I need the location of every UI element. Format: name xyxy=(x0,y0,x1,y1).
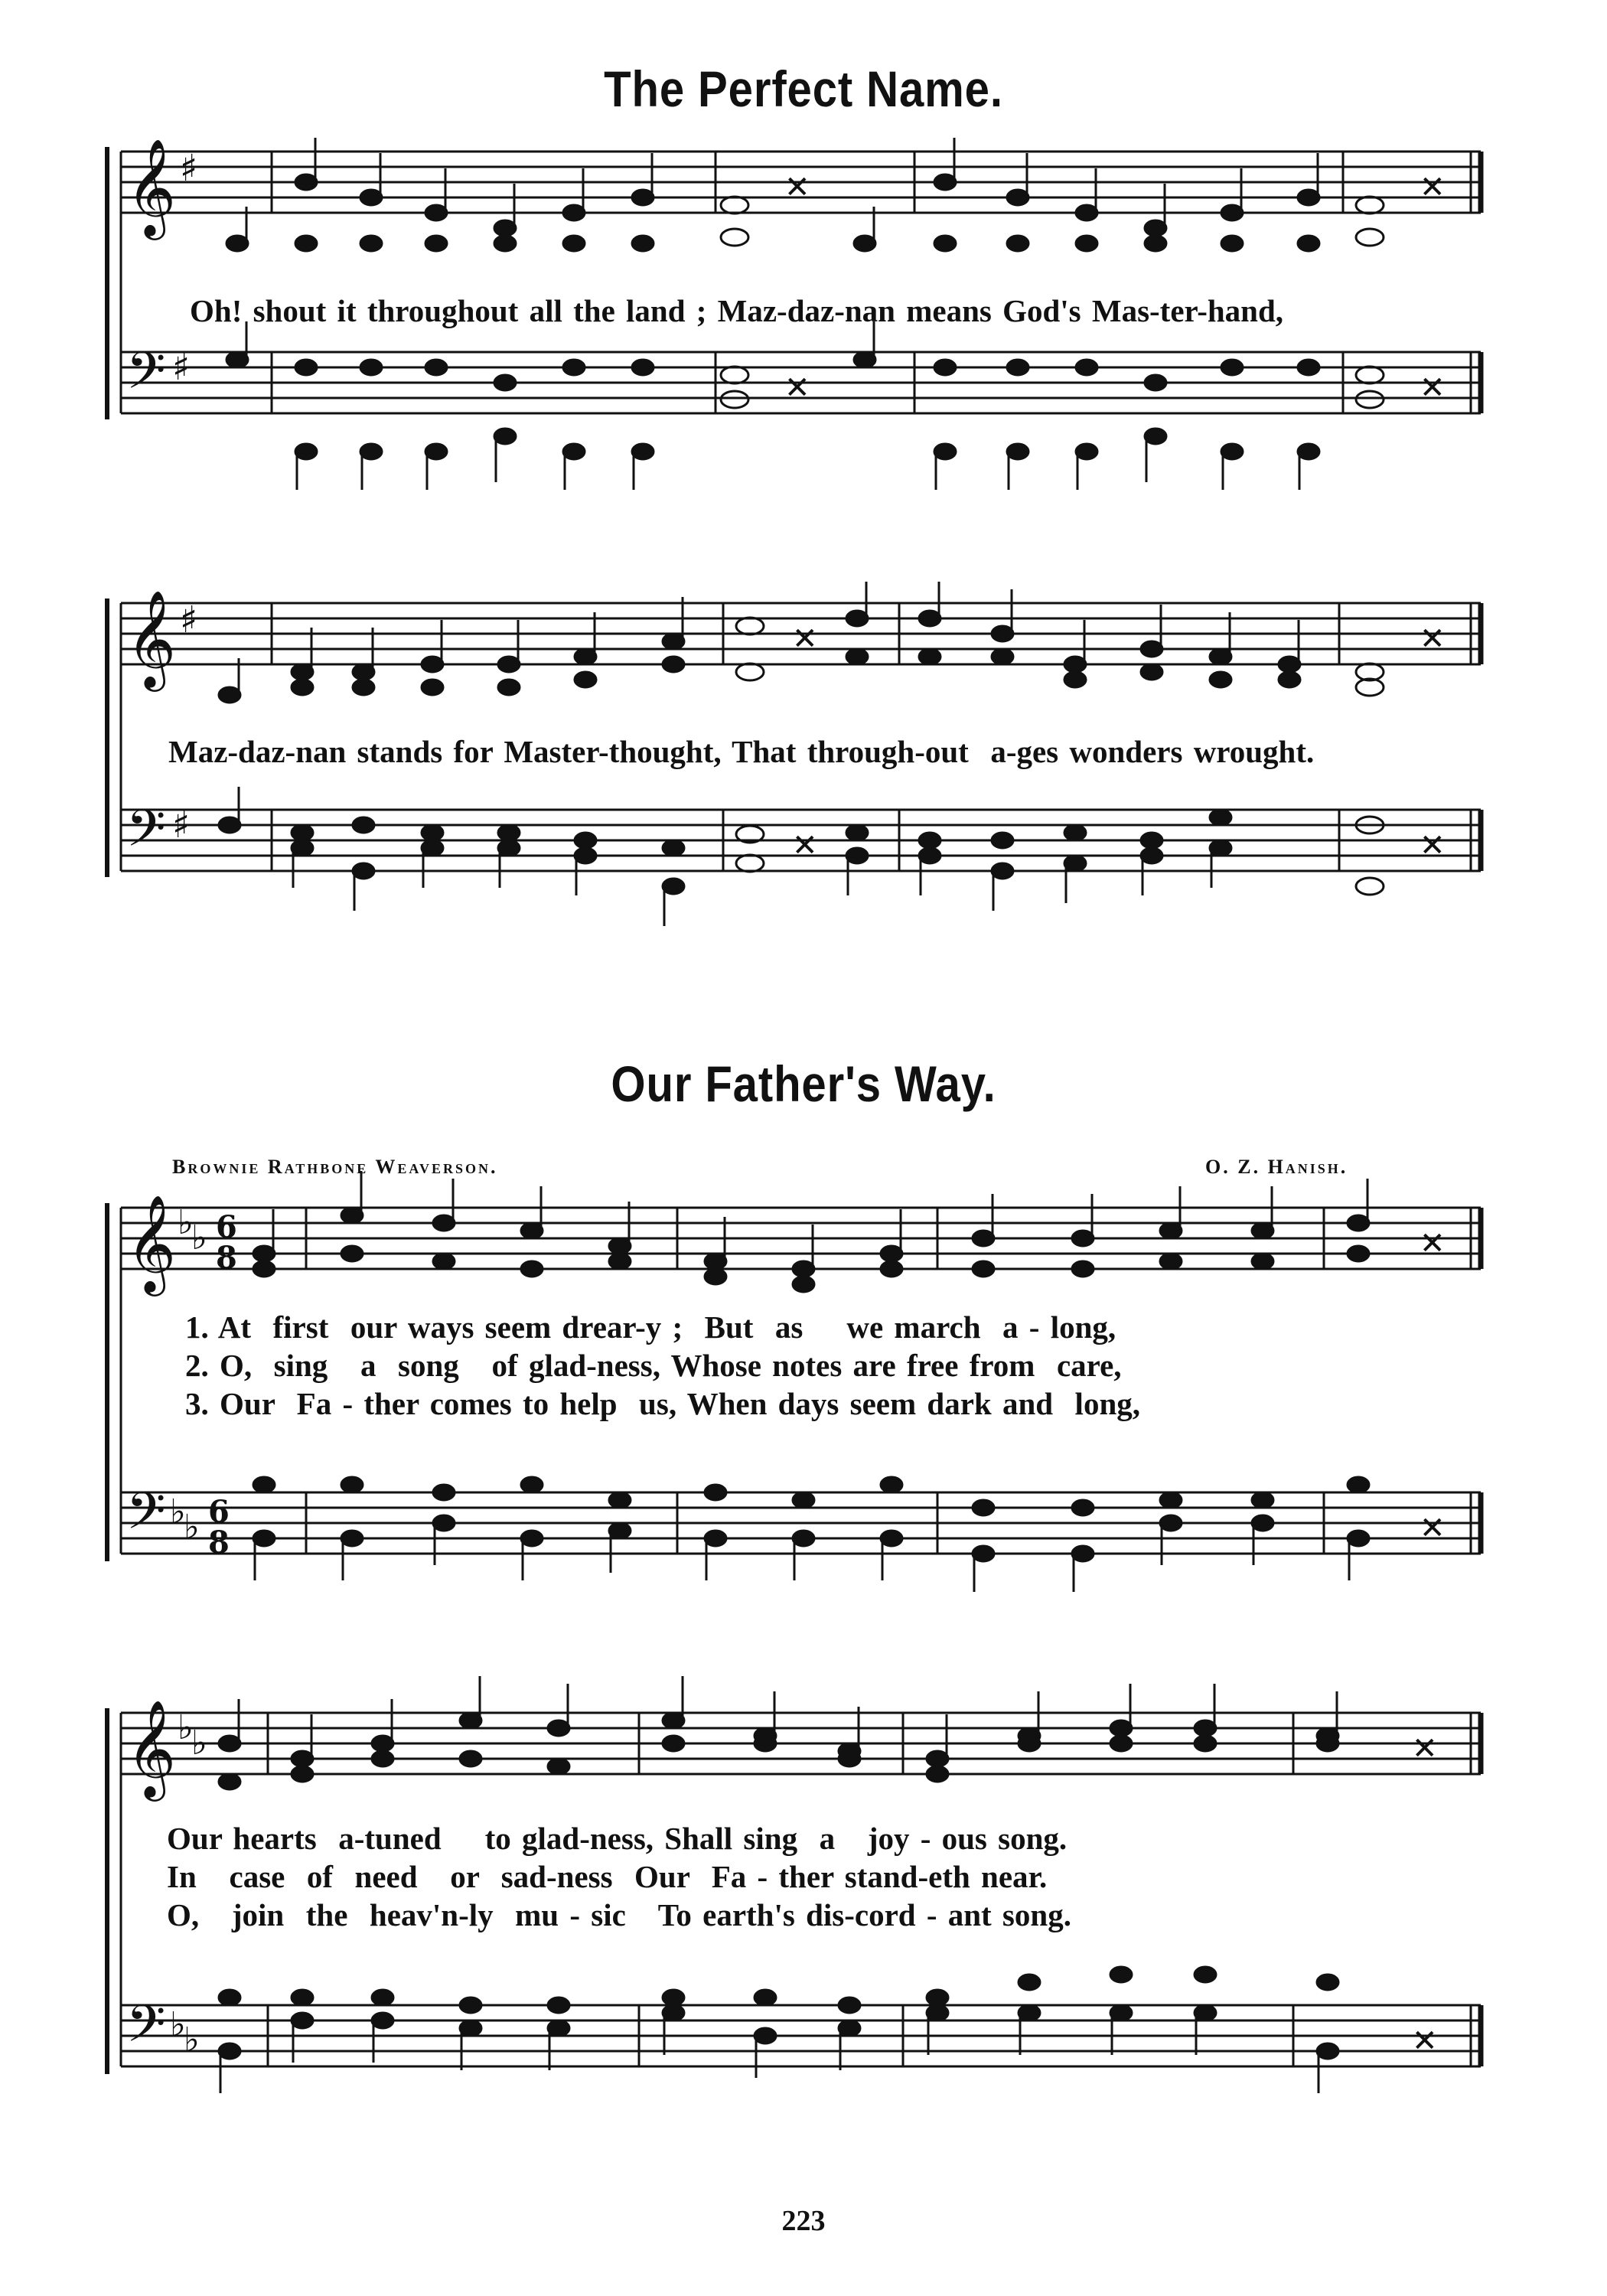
svg-text:✕: ✕ xyxy=(784,170,810,205)
svg-text:𝄢: 𝄢 xyxy=(126,341,166,413)
svg-text:♭: ♭ xyxy=(184,2020,200,2060)
verse-line: 3. Our Fa - ther comes to help us, When days seem dark and long, xyxy=(185,1386,1140,1421)
verse-line: O, join the heav'n-ly mu - sic To earth's dis-cord - ant song. xyxy=(167,1897,1071,1932)
svg-text:𝄞: 𝄞 xyxy=(126,589,177,687)
svg-text:𝄢: 𝄢 xyxy=(126,799,166,870)
svg-text:✕: ✕ xyxy=(1420,370,1446,406)
svg-text:✕: ✕ xyxy=(1420,828,1446,863)
hymn-title-our-fathers-way: Our Father's Way. xyxy=(611,1055,996,1112)
verse-line: 2. O, sing a song of glad-ness, Whose notes are free from care, xyxy=(185,1348,1122,1383)
lyric-line: Maz-daz-nan stands for Master-thought, That through-out a-ges wonders wrought. xyxy=(168,734,1315,769)
svg-text:♭: ♭ xyxy=(191,1724,207,1763)
svg-text:✕: ✕ xyxy=(1412,2024,1438,2059)
svg-text:♯: ♯ xyxy=(180,147,198,190)
svg-text:✕: ✕ xyxy=(1420,170,1446,205)
svg-text:♭: ♭ xyxy=(191,1218,207,1257)
hymn-title-perfect-name: The Perfect Name. xyxy=(604,60,1003,117)
verse-line: Our hearts a-tuned to glad-ness, Shall sing a joy - ous song. xyxy=(167,1821,1068,1856)
svg-text:♭: ♭ xyxy=(184,1508,200,1547)
svg-text:8: 8 xyxy=(216,1240,237,1276)
svg-text:✕: ✕ xyxy=(792,621,818,657)
svg-text:♭: ♭ xyxy=(178,1203,194,1242)
words-credit: Brownie Rathbone Weaverson. xyxy=(172,1156,498,1178)
svg-text:𝄢: 𝄢 xyxy=(126,1482,166,1553)
svg-text:𝄞: 𝄞 xyxy=(126,1699,177,1797)
music-system-1 xyxy=(0,130,1607,651)
svg-text:𝄢: 𝄢 xyxy=(126,1994,166,2066)
svg-text:♯: ♯ xyxy=(172,804,191,846)
page-number: 223 xyxy=(781,2205,826,2237)
svg-text:✕: ✕ xyxy=(1420,1226,1446,1261)
svg-text:✕: ✕ xyxy=(1412,1731,1438,1766)
svg-text:𝄞: 𝄞 xyxy=(126,138,177,236)
music-system-2 xyxy=(0,582,1607,964)
svg-text:✕: ✕ xyxy=(1420,1511,1446,1546)
svg-text:♭: ♭ xyxy=(178,1708,194,1747)
verse-line: In case of need or sad-ness Our Fa - ther stand-eth near. xyxy=(167,1859,1048,1894)
svg-text:✕: ✕ xyxy=(1420,621,1446,657)
svg-text:✕: ✕ xyxy=(784,370,810,406)
svg-text:♭: ♭ xyxy=(170,2005,186,2044)
verse-line: 1. At first our ways seem drear-y ; But as we march a - long, xyxy=(185,1309,1116,1345)
lyric-line: Oh! shout it throughout all the land ; Maz-daz-nan means God's Mas-ter-hand, xyxy=(190,293,1284,328)
svg-text:𝄞: 𝄞 xyxy=(126,1194,177,1292)
svg-text:6: 6 xyxy=(216,1209,237,1245)
svg-text:♯: ♯ xyxy=(180,598,198,641)
svg-text:✕: ✕ xyxy=(792,828,818,863)
svg-text:8: 8 xyxy=(208,1525,230,1561)
svg-text:♯: ♯ xyxy=(172,346,191,389)
music-credit: O. Z. Hanish. xyxy=(1205,1156,1348,1178)
svg-text:6: 6 xyxy=(208,1494,230,1530)
svg-text:♭: ♭ xyxy=(170,1492,186,1531)
